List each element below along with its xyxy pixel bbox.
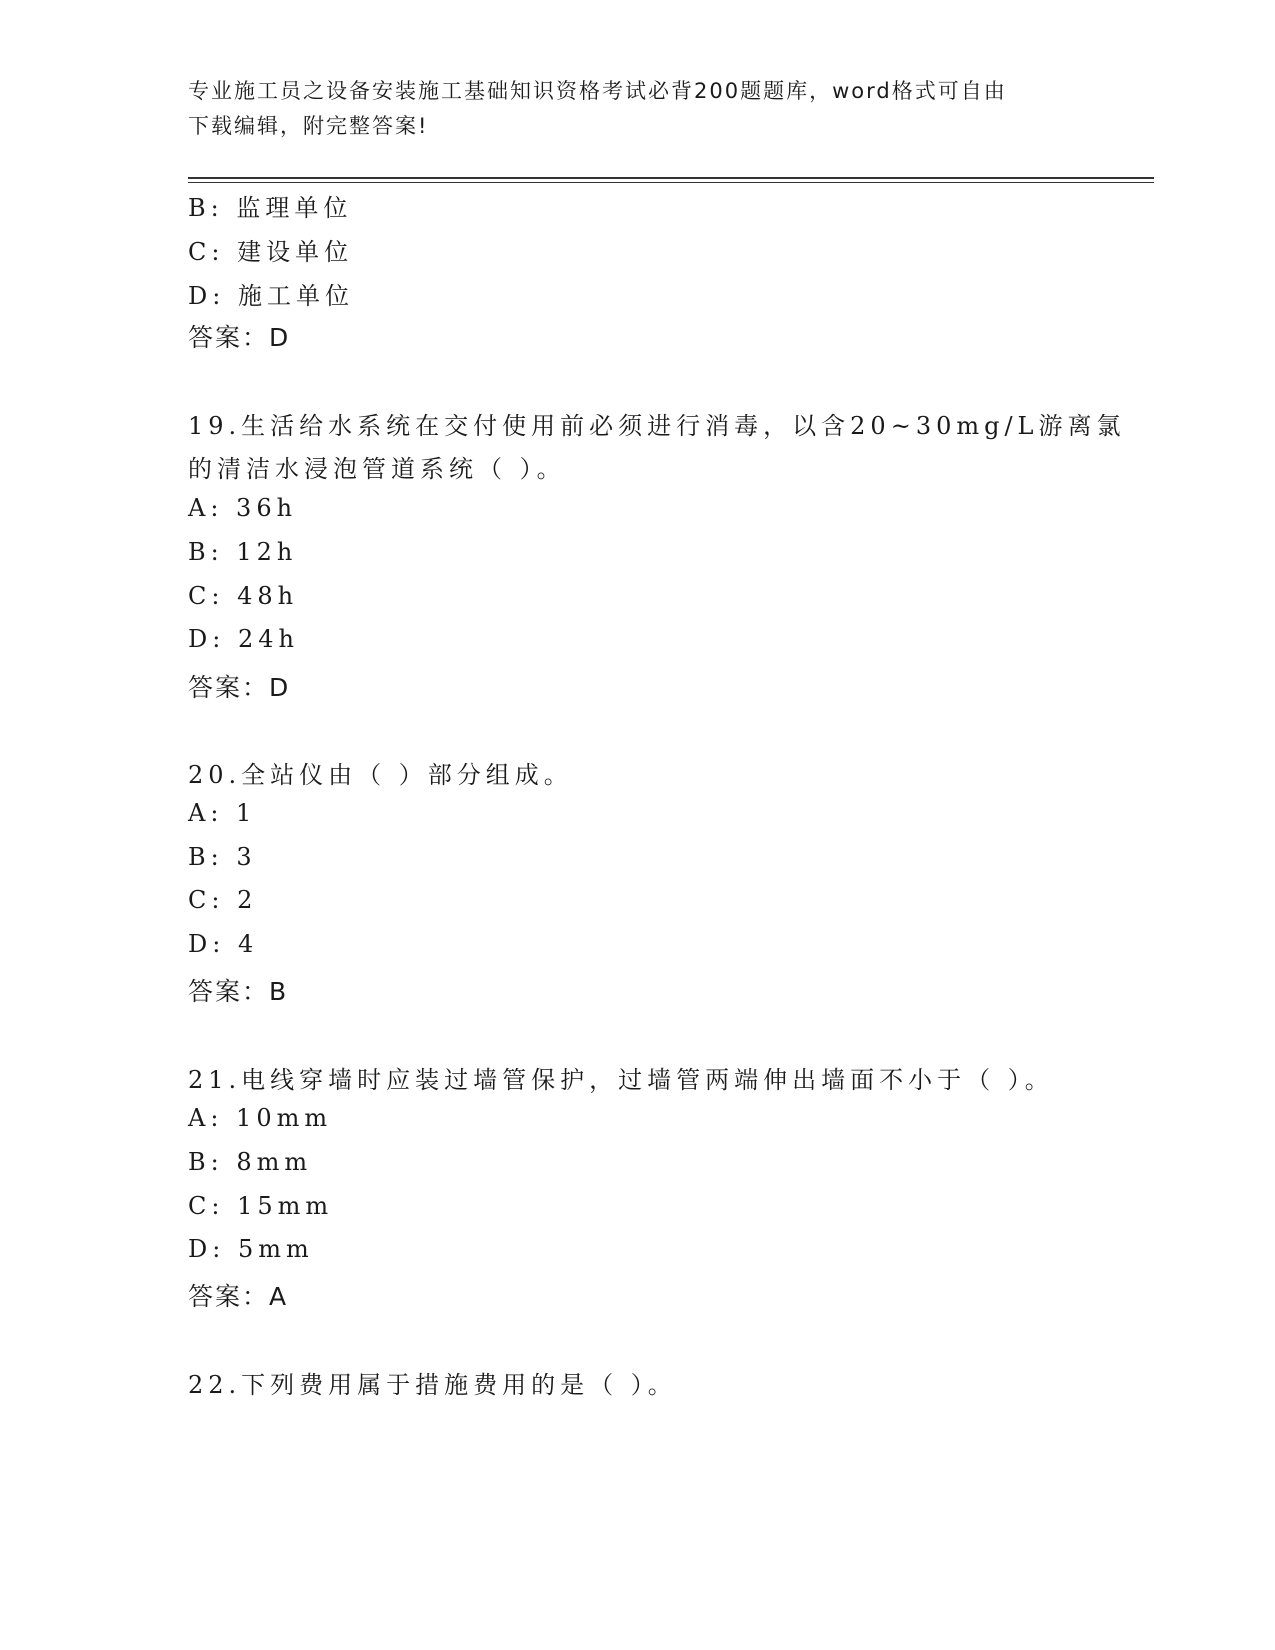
q19-option-a: A: 36h bbox=[188, 494, 298, 522]
q20-answer: 答案：B bbox=[188, 977, 289, 1006]
q21-option-b: B: 8mm bbox=[188, 1148, 313, 1176]
q20-question: 20.全站仪由（ ）部分组成。 bbox=[188, 761, 573, 789]
document-header bbox=[188, 74, 1068, 144]
q19-option-b: B: 12h bbox=[188, 538, 298, 566]
q20-option-b: B: 3 bbox=[188, 843, 257, 871]
q18-option-d: D: 施工单位 bbox=[188, 282, 354, 310]
q22-question: 22.下列费用属于措施费用的是（ ）。 bbox=[188, 1371, 677, 1399]
q18-option-b: B: 监理单位 bbox=[188, 194, 353, 222]
q21-option-a: A: 10mm bbox=[188, 1104, 333, 1132]
header-title-line-2: 下载编辑，附完整答案! bbox=[188, 114, 429, 138]
q19-answer: 答案：D bbox=[188, 673, 291, 702]
q20-option-c: C: 2 bbox=[188, 886, 258, 914]
header-divider-thin bbox=[188, 182, 1154, 183]
q21-option-c: C: 15mm bbox=[188, 1192, 334, 1220]
q20-option-d: D: 4 bbox=[188, 930, 259, 958]
q19-option-d: D: 24h bbox=[188, 625, 299, 653]
header-title-line-1: 专业施工员之设备安装施工基础知识资格考试必背200题题库，word格式可自由 bbox=[188, 79, 1007, 103]
header-divider-thick bbox=[188, 177, 1154, 179]
q21-answer: 答案：A bbox=[188, 1282, 289, 1311]
q18-answer: 答案：D bbox=[188, 323, 291, 352]
q21-option-d: D: 5mm bbox=[188, 1235, 314, 1263]
q19-question-line-1: 19.生活给水系统在交付使用前必须进行消毒，以含20~30mg/L游离氯 bbox=[188, 412, 1126, 440]
q21-question: 21.电线穿墙时应装过墙管保护，过墙管两端伸出墙面不小于（ ）。 bbox=[188, 1066, 1054, 1094]
q18-option-c: C: 建设单位 bbox=[188, 238, 354, 266]
q19-option-c: C: 48h bbox=[188, 582, 299, 610]
q20-option-a: A: 1 bbox=[188, 799, 257, 827]
q19-question-line-2: 的清洁水浸泡管道系统（ ）。 bbox=[188, 455, 566, 483]
